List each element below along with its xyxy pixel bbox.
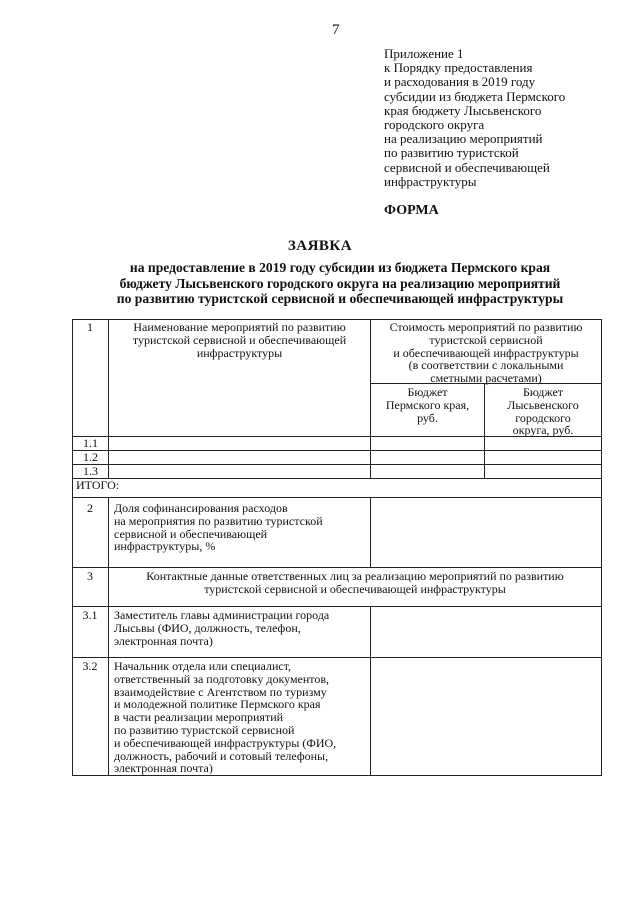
row-number: 3.1 bbox=[82, 608, 98, 622]
text-line: электронная почта) bbox=[114, 761, 213, 776]
row-number: 3.2 bbox=[82, 659, 98, 673]
appendix-line: субсидии из бюджета Пермского bbox=[384, 88, 566, 104]
table-row-number: 1.1 bbox=[83, 436, 98, 450]
text-line: ответственный за подготовку документов, bbox=[114, 671, 330, 686]
text-line: по развитию туристской сервисной bbox=[114, 722, 295, 737]
appendix-line: сервисной и обеспечивающей bbox=[384, 159, 550, 175]
budget-lysva-header bbox=[485, 386, 601, 437]
text-line: сервисной и обеспечивающей bbox=[114, 526, 268, 541]
appendix-line: по развитию туристской bbox=[384, 145, 519, 161]
header-line: округа, руб. bbox=[512, 423, 574, 438]
table-row-number: 1.2 bbox=[83, 450, 98, 464]
text-line: в части реализации мероприятий bbox=[114, 710, 284, 725]
header-line: туристской сервисной bbox=[429, 332, 543, 347]
appendix-line: на реализацию мероприятий bbox=[384, 131, 543, 147]
document-title: ЗАЯВКА bbox=[287, 238, 353, 254]
appendix-line: Приложение 1 bbox=[384, 46, 464, 61]
appendix-line: и расходования в 2019 году bbox=[384, 74, 536, 90]
row-number: 1 bbox=[87, 320, 93, 334]
text-line: должность, рабочий и сотовый телефоны, bbox=[114, 748, 329, 763]
header-line: руб. bbox=[417, 410, 438, 425]
header-line: Стоимость мероприятий по развитию bbox=[389, 320, 583, 334]
appendix-line: к Порядку предоставления bbox=[384, 60, 533, 76]
header-line: и обеспечивающей инфраструктуры bbox=[393, 345, 579, 360]
appendix-line: края бюджету Лысьвенского bbox=[384, 102, 542, 118]
header-line: (в соответствии с локальными bbox=[408, 358, 564, 373]
budget-perm-header bbox=[371, 386, 484, 424]
header-line: инфраструктуры bbox=[196, 345, 283, 360]
events-name-header bbox=[109, 321, 370, 359]
text-line: инфраструктуры, % bbox=[114, 539, 216, 554]
subtitle-line: по развитию туристской сервисной и обеспечивающей инфраструктуры bbox=[116, 291, 564, 306]
text-line: Лысьвы (ФИО, должность, телефон, bbox=[114, 620, 301, 635]
table-row-number: 1.3 bbox=[83, 464, 98, 478]
text-line: и обеспечивающей инфраструктуры (ФИО, bbox=[114, 735, 337, 750]
header-line: городского bbox=[515, 410, 571, 425]
text-line: Доля софинансирования расходов bbox=[114, 501, 288, 515]
total-label: ИТОГО: bbox=[76, 478, 120, 492]
text-line: взаимодействие с Агентством по туризму bbox=[114, 684, 327, 699]
text-line: и молодежной политике Пермского края bbox=[114, 697, 321, 712]
row-number: 2 bbox=[87, 501, 93, 515]
text-line: электронная почта) bbox=[114, 633, 213, 648]
header-line: сметными расчетами) bbox=[430, 371, 542, 386]
appendix-line: инфраструктуры bbox=[384, 173, 477, 189]
header-line: Лысьвенского bbox=[507, 397, 579, 412]
contacts-section-header bbox=[109, 570, 601, 596]
subtitle-line: на предоставление в 2019 году субсидии из бюджета Пермского края bbox=[129, 260, 551, 275]
appendix-header bbox=[384, 47, 614, 189]
text-line: Контактные данные ответственных лиц за реализацию мероприятий по развитию bbox=[146, 569, 564, 583]
department-head-label bbox=[114, 660, 368, 775]
document-subtitle bbox=[60, 260, 620, 307]
text-line: Начальник отдела или специалист, bbox=[114, 659, 292, 673]
text-line: Заместитель главы администрации города bbox=[114, 608, 330, 622]
text-line: туристской сервисной и обеспечивающей инфраструктуры bbox=[204, 581, 506, 596]
appendix-line: городского округа bbox=[384, 117, 485, 133]
header-line: туристской сервисной и обеспечивающей bbox=[132, 332, 347, 347]
cost-header bbox=[371, 321, 601, 385]
header-line: Бюджет bbox=[522, 385, 564, 399]
deputy-head-label bbox=[114, 609, 368, 647]
header-line: Бюджет bbox=[407, 385, 448, 399]
header-line: Наименование мероприятий по развитию bbox=[133, 320, 346, 334]
form-label: ФОРМА bbox=[384, 203, 439, 218]
page-number: 7 bbox=[332, 22, 340, 38]
row-number: 3 bbox=[87, 569, 93, 583]
subtitle-line: бюджету Лысьвенского городского округа на реализацию мероприятий bbox=[119, 275, 561, 291]
cofinancing-share-label bbox=[114, 502, 368, 553]
header-line: Пермского края, bbox=[385, 397, 470, 412]
text-line: на мероприятия по развитию туристской bbox=[114, 513, 323, 528]
